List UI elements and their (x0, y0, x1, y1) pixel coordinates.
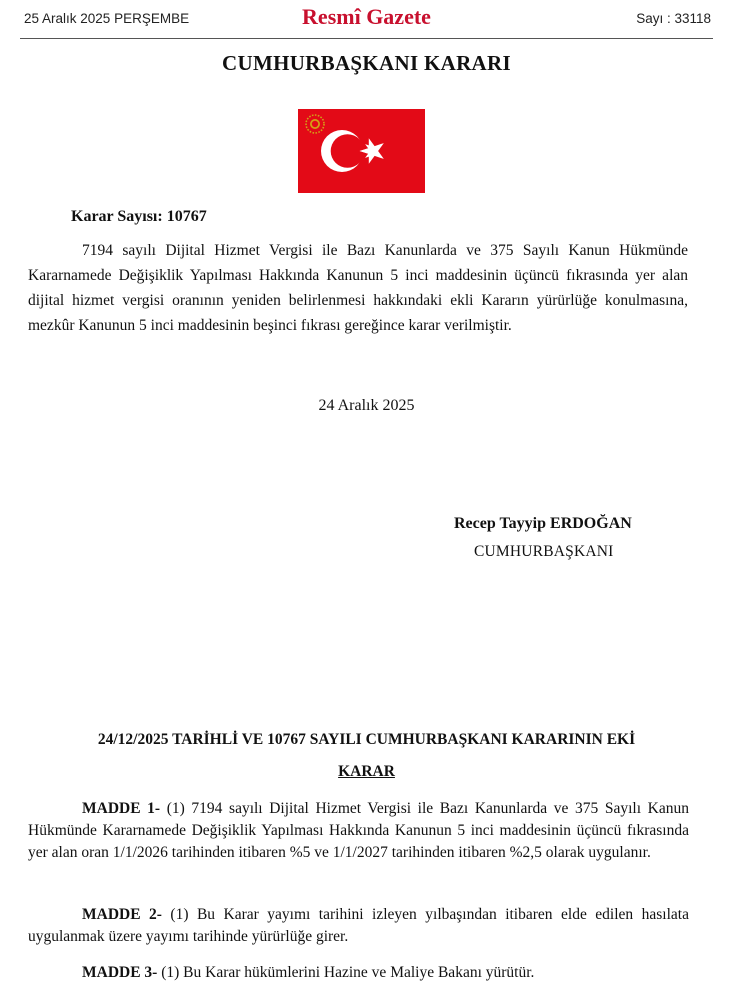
header-date: 25 Aralık 2025 PERŞEMBE (24, 11, 190, 26)
article-1-text: (1) 7194 sayılı Dijital Hizmet Vergisi ile Bazı Kanunlarda ve 375 Sayılı Kanun Hükmünde Kararnamede Değişiklik Yapılması Hakkında Kanunun 5 inci maddesinin üçüncü fıkrasında yer alan oran 1/1/2026 tarihinden itibaren %5 ve 1/1/2027 tarihinden itibaren %2,5 olarak uygulanır. (28, 800, 689, 861)
signatory-name: Recep Tayyip ERDOĞAN (454, 515, 632, 532)
annex-title: 24/12/2025 TARİHLİ VE 10767 SAYILI CUMHURBAŞKANI KARARININ EKİ (97, 731, 636, 748)
crescent-inner (331, 134, 365, 168)
decision-number: Karar Sayısı: 10767 (71, 208, 207, 225)
annex-subtitle (0, 763, 733, 781)
decision-date: 24 Aralık 2025 (318, 397, 415, 414)
header-divider (20, 38, 713, 39)
article-2-label: MADDE 2- (82, 906, 162, 923)
article-2 (28, 904, 689, 948)
turkish-flag-icon (298, 109, 425, 193)
article-2-text: (1) Bu Karar yayımı tarihini izleyen yılbaşından itibaren elde edilen hasılata uygulanmak üzere yayımı tarihinde yürürlüğe girer. (28, 906, 689, 945)
signatory-title: CUMHURBAŞKANI (474, 543, 614, 560)
issue-number: Sayı : 33118 (636, 11, 711, 26)
article-3-text: (1) Bu Karar hükümlerini Hazine ve Maliye Bakanı yürütür. (157, 964, 535, 981)
article-3-label: MADDE 3- (82, 964, 158, 981)
annex-subtitle-text: KARAR (338, 763, 395, 780)
article-1 (28, 798, 689, 864)
decision-intro: 7194 sayılı Dijital Hizmet Vergisi ile Bazı Kanunlarda ve 375 Sayılı Kanun Hükmünde Kararnamede Değişiklik Yapılması Hakkında Kanunun 5 inci maddesinin üçüncü fıkrasında yer alan dijital hizmet vergisi oranının yeniden belirlenmesi hakkındaki ekli Kararın yürürlüğe konulmasına, mezkûr Kanunun 5 inci maddesinin beşinci fıkrası gereğince karar verilmiştir. (28, 242, 688, 334)
publication-title: Resmî Gazete (302, 4, 431, 29)
article-3 (28, 962, 689, 984)
gazette-header (0, 0, 733, 40)
article-1-label: MADDE 1- (82, 800, 161, 817)
document-title: CUMHURBAŞKANI KARARI (222, 51, 511, 75)
